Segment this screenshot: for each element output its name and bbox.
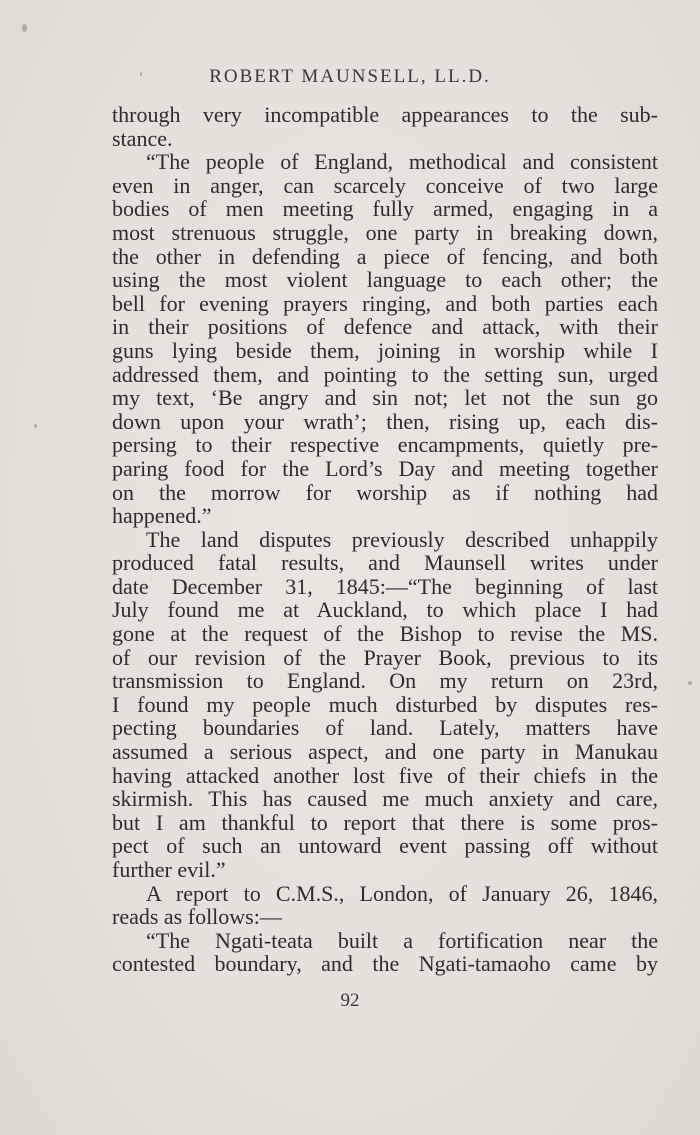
text-line: The land disputes previously described unhappily bbox=[146, 526, 658, 552]
text-line: but I am thankful to report that there is some pros- bbox=[112, 809, 658, 835]
text-line: transmission to England. On my return on 23rd, bbox=[112, 668, 658, 694]
text-line: bell for evening prayers ringing, and both parties each bbox=[112, 290, 658, 316]
text-line: pect of such an untoward event passing off without bbox=[112, 833, 658, 859]
text-line: paring food for the Lord’s Day and meeting together bbox=[112, 455, 658, 481]
text-line: skirmish. This has caused me much anxiety and care, bbox=[112, 786, 658, 812]
text-line: persing to their respective encampments, quietly pre- bbox=[112, 432, 658, 458]
paper-speck bbox=[688, 681, 692, 685]
text-line: of our revision of the Prayer Book, previous to its bbox=[112, 644, 658, 670]
text-line: having attacked another lost five of their chiefs in the bbox=[112, 762, 658, 788]
text-line: produced fatal results, and Maunsell writes under bbox=[112, 550, 658, 576]
body-text bbox=[112, 103, 658, 976]
page-number: 92 bbox=[340, 990, 360, 1011]
text-line: I found my people much disturbed by disputes res- bbox=[112, 691, 658, 717]
paper-speck bbox=[34, 424, 37, 428]
text-line: most strenuous struggle, one party in breaking down, bbox=[112, 219, 658, 245]
text-line: gone at the request of the Bishop to revise the MS. bbox=[112, 621, 658, 647]
text-line: addressed them, and pointing to the setting sun, urged bbox=[112, 361, 658, 387]
text-line: down upon your wrath’; then, rising up, each dis- bbox=[112, 408, 658, 434]
paper-speck bbox=[140, 72, 142, 76]
text-line: “The Ngati-teata built a fortification near the bbox=[146, 927, 658, 953]
text-line: through very incompatible appearances to the sub- bbox=[112, 102, 658, 127]
text-line: on the morrow for worship as if nothing had bbox=[112, 479, 658, 505]
text-line: pecting boundaries of land. Lately, matters have bbox=[112, 715, 658, 741]
text-line: using the most violent language to each other; the bbox=[112, 267, 658, 293]
text-line: further evil.” bbox=[112, 857, 226, 882]
text-line: July found me at Auckland, to which place I had bbox=[112, 597, 658, 623]
paper-speck bbox=[22, 24, 27, 32]
text-line: date December 31, 1845:—“The beginning of last bbox=[112, 573, 658, 599]
text-line: the other in defending a piece of fencing, and both bbox=[112, 243, 658, 269]
text-line: happened.” bbox=[112, 503, 212, 529]
text-line: even in anger, can scarcely conceive of two large bbox=[112, 172, 658, 198]
text-line: bodies of men meeting fully armed, engaging in a bbox=[112, 196, 658, 222]
running-head: ROBERT MAUNSELL, LL.D. bbox=[209, 66, 491, 87]
text-line: assumed a serious aspect, and one party in Manukau bbox=[112, 739, 658, 765]
text-line: my text, ‘Be angry and sin not; let not the sun go bbox=[112, 385, 658, 411]
text-line: reads as follows:— bbox=[112, 904, 282, 930]
text-line: A report to C.M.S., London, of January 26, 1846, bbox=[146, 880, 658, 906]
text-line: contested boundary, and the Ngati-tamaoho came by bbox=[112, 951, 658, 977]
text-line: “The people of England, methodical and consistent bbox=[146, 149, 658, 175]
text-line: stance. bbox=[112, 125, 173, 151]
text-line: guns lying beside them, joining in worship while I bbox=[112, 337, 658, 363]
text-line: in their positions of defence and attack, with their bbox=[112, 314, 658, 340]
